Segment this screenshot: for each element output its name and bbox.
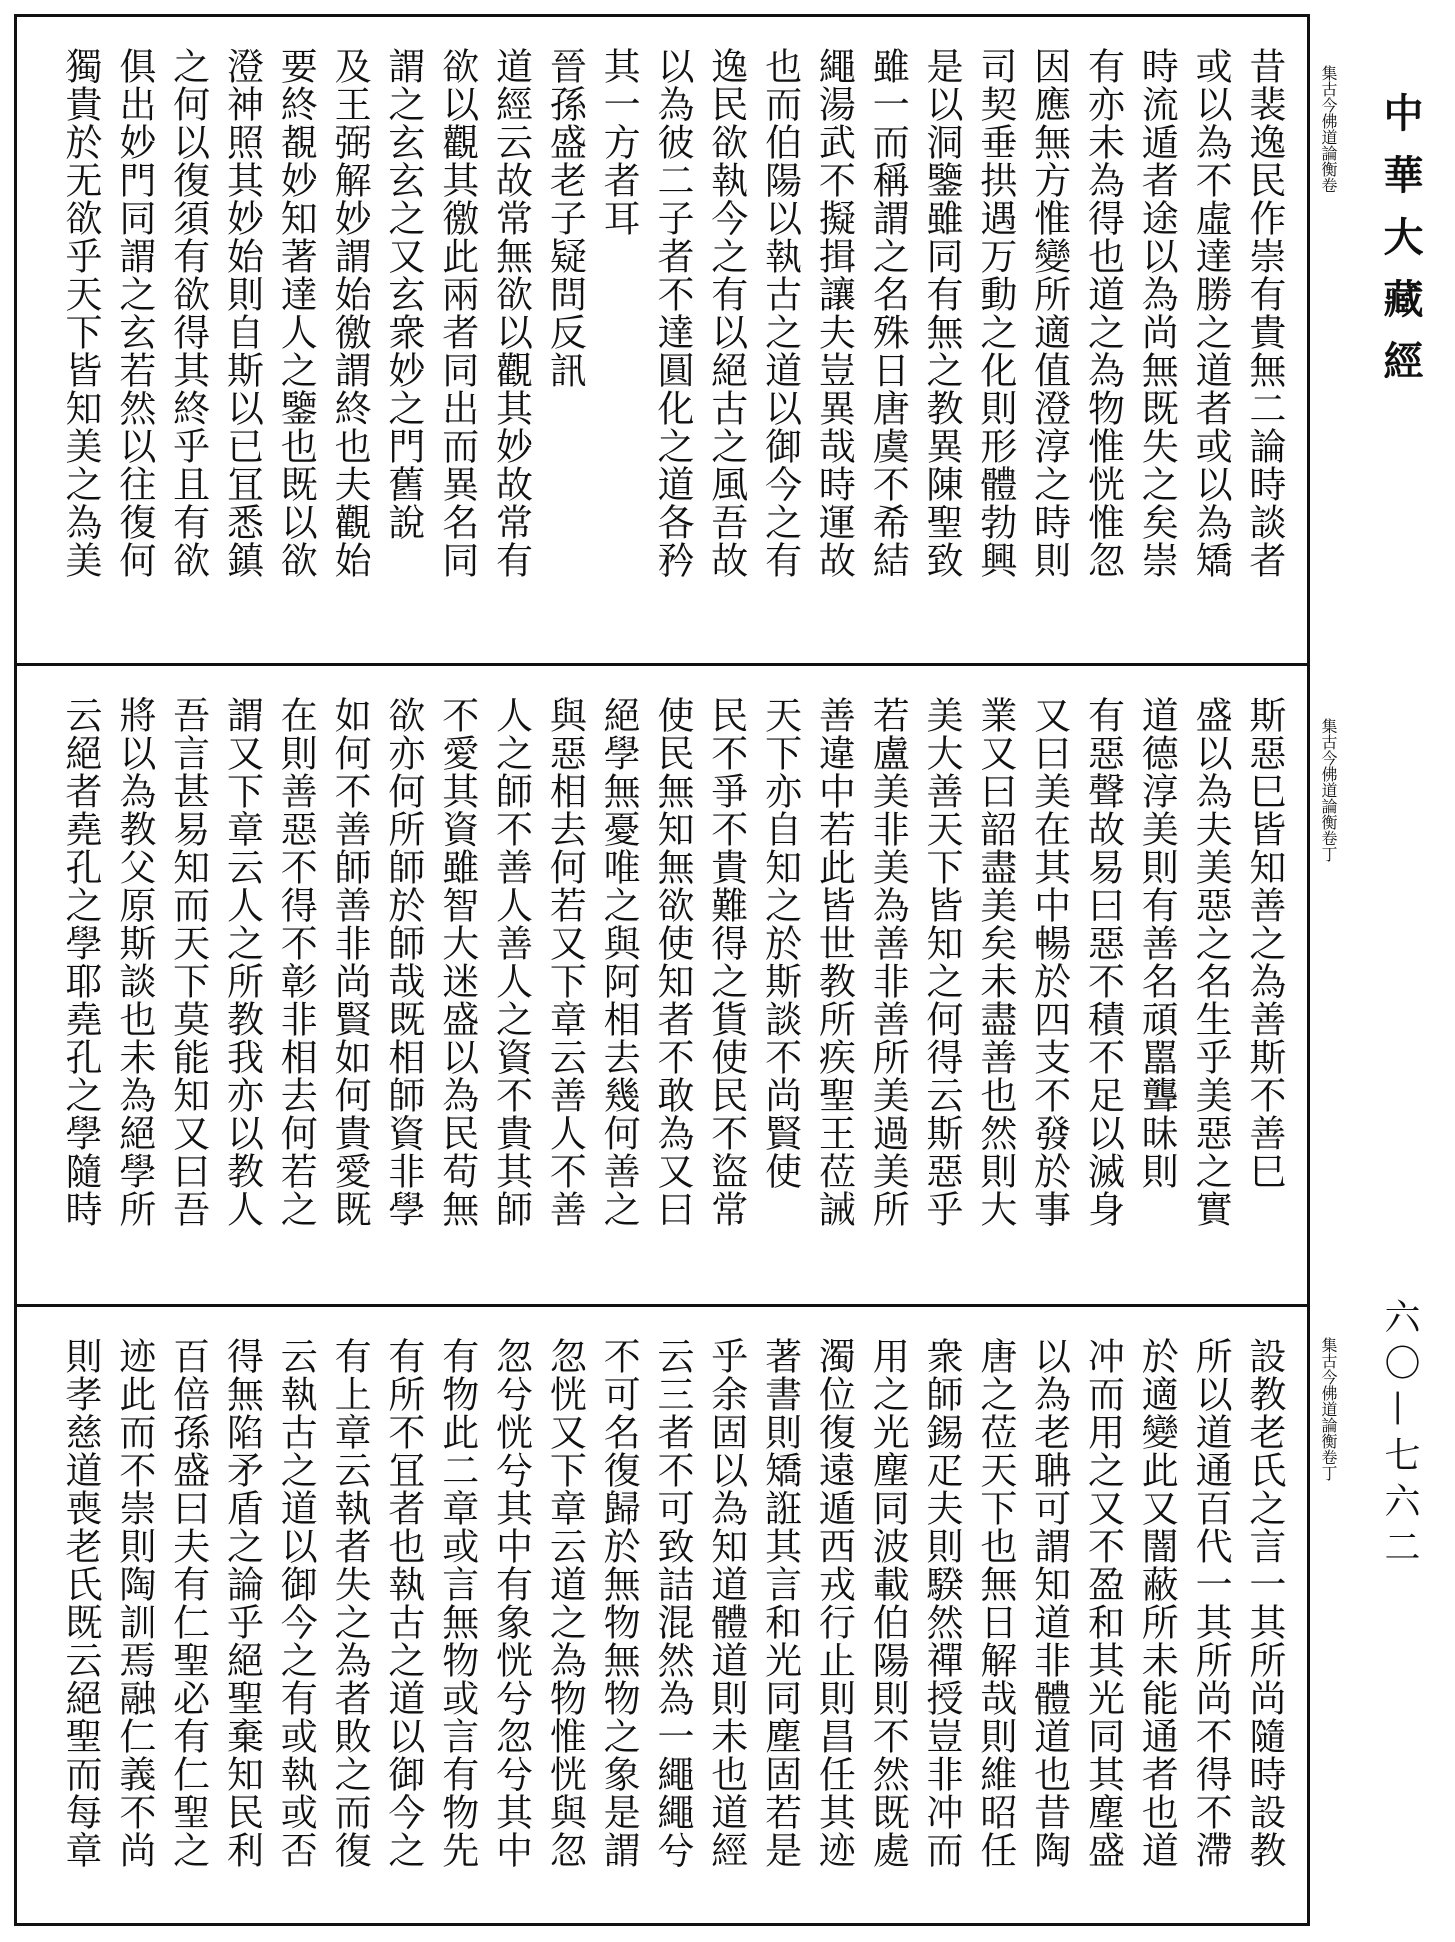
text-column: 以為彼二子者不達圓化之道各矜 [650,47,694,579]
text-column: 有上章云執者失之為者敗之而復 [328,1337,372,1869]
text-columns-top [55,47,1289,643]
text-column: 所以道通百代一其所尚不得不滯 [1189,1337,1233,1869]
text-column: 天下亦自知之於斯談不尚賢使 [758,696,802,1190]
margin-note-bottom: 集古今佛道論衡卷丁 [1319,1337,1338,1481]
text-column: 晉孫盛老子疑問反訊 [543,47,587,389]
text-column: 將以為教父原斯談也未為絕學所 [112,696,156,1228]
text-column: 冲而用之又不盈和其光同其塵盛 [1081,1337,1125,1869]
text-column: 人之師不善人善人之資不貴其師 [489,696,533,1228]
text-column: 要終覩妙知著達人之鑒也既以欲 [274,47,318,579]
text-column: 其一方者耳 [597,47,641,237]
text-column: 云三者不可致詰混然為一繩繩兮 [650,1337,694,1869]
text-column: 業又曰韶盡美矣未盡善也然則大 [973,696,1017,1228]
page-number: 六〇—七六二 [1379,1298,1420,1574]
text-column: 因應無方惟變所適值澄淳之時則 [1027,47,1071,579]
text-column: 之何以復須有欲得其終乎且有欲 [166,47,210,579]
text-column: 得無陷矛盾之論乎絕聖棄知民利 [220,1337,264,1869]
text-column: 唐之莅天下也無日解哉則維昭任 [973,1337,1017,1869]
text-column: 道德淳美則有善名頑嚚聾昧則 [1135,696,1179,1190]
text-column: 善違中若此皆世教所疾聖王莅誡 [812,696,856,1228]
text-column: 忽兮恍兮其中有象恍兮忽兮其中 [489,1337,533,1869]
text-column: 繩湯武不擬揖讓夫豈異哉時運故 [812,47,856,579]
text-column: 欲亦何所師於師哉既相師資非學 [381,696,425,1228]
text-column: 若盧美非美為善非善所美過美所 [866,696,910,1228]
text-column: 司契垂拱遇万動之化則形體勃興 [973,47,1017,579]
text-column: 是以洞鑒雖同有無之教異陳聖致 [920,47,963,579]
text-column: 乎余固以為知道體道則未也道經 [704,1337,748,1869]
text-column: 或以為不虛達勝之道者或以為矯 [1189,47,1233,579]
text-column: 云絕者堯孔之學耶堯孔之學隨時 [59,696,102,1228]
text-column: 衆師錫疋夫則騤然禪授豈非冲而 [920,1337,963,1869]
text-panel-top [17,17,1338,657]
text-panel-middle [17,663,1338,1298]
text-column: 澄神照其妙始則自斯以已冝悉鎮 [220,47,264,579]
text-column: 使民無知無欲使知者不敢為又曰 [650,696,694,1228]
text-column: 民不爭不貴難得之貨使民不盜常 [704,696,748,1228]
text-column: 著書則矯誑其言和光同塵固若是 [758,1337,802,1869]
text-column: 昔裴逸民作崇有貴無二論時談者 [1242,47,1286,579]
text-column: 絕學無憂唯之與阿相去幾何善之 [597,696,641,1228]
text-column: 有所不冝者也執古之道以御今之 [381,1337,425,1869]
text-column: 逸民欲執今之有以絕古之風吾故 [704,47,748,579]
text-column: 時流遁者途以為尚無既失之矣崇 [1135,47,1179,579]
text-column: 則孝慈道喪老氏既云絕聖而每章 [59,1337,102,1869]
text-column: 俱出妙門同謂之玄若然以往復何 [112,47,156,579]
text-column: 百倍孫盛曰夫有仁聖必有仁聖之 [166,1337,210,1869]
collection-title: 中華大藏經 [1377,92,1424,402]
text-column: 謂又下章云人之所教我亦以教人 [220,696,264,1228]
margin-note-middle: 集古今佛道論衡卷丁 [1319,718,1338,862]
text-columns-middle [55,696,1289,1284]
scripture-page-frame [14,14,1338,1926]
text-column: 有物此二章或言無物或言有物先 [435,1337,479,1869]
text-column: 道經云故常無欲以觀其妙故常有 [489,47,533,579]
text-column: 謂之玄玄之又玄衆妙之門舊說 [381,47,425,541]
text-column: 濁位復遠遁西戎行止則昌任其迹 [812,1337,856,1869]
text-column: 吾言甚易知而天下莫能知又曰吾 [166,696,210,1228]
text-column: 如何不善師善非尚賢如何貴愛既 [328,696,372,1228]
text-column: 與惡相去何若又下章云善人不善 [543,696,587,1228]
text-columns-bottom [55,1337,1289,1909]
text-column: 有惡聲故易曰惡不積不足以滅身 [1081,696,1125,1228]
text-column: 雖一而稱謂之名殊日唐虞不希結 [866,47,910,579]
text-column: 盛以為夫美惡之名生乎美惡之實 [1189,696,1233,1228]
text-column: 用之光塵同波載伯陽則不然既處 [866,1337,910,1869]
text-column: 欲以觀其徼此兩者同出而異名同 [435,47,479,579]
margin-note-top: 集古今佛道論衡卷 [1319,65,1338,193]
text-column: 在則善惡不得不彰非相去何若之 [274,696,318,1228]
text-column: 迹此而不崇則陶訓焉融仁義不尚 [112,1337,156,1869]
text-column: 斯惡巳皆知善之為善斯不善巳 [1242,696,1286,1190]
text-column: 不可名復歸於無物無物之象是謂 [597,1337,641,1869]
text-column: 也而伯陽以執古之道以御今之有 [758,47,802,579]
text-column: 及王弼解妙謂始徼謂終也夫觀始 [328,47,372,579]
text-column: 忽恍又下章云道之為物惟恍與忽 [543,1337,587,1869]
text-column: 於適變此又闇蔽所未能通者也道 [1135,1337,1179,1869]
text-column: 獨貴於无欲乎天下皆知美之為美 [59,47,102,579]
text-column: 美大善天下皆知之何得云斯惡乎 [920,696,963,1228]
text-panel-bottom [17,1304,1338,1923]
text-column: 有亦未為得也道之為物惟恍惟忽 [1081,47,1125,579]
text-column: 云執古之道以御今之有或執或否 [274,1337,318,1869]
text-column: 設教老氏之言一其所尚隨時設教 [1242,1337,1286,1869]
text-column: 不愛其資雖智大迷盛以為民苟無 [435,696,479,1228]
text-column: 以為老聃可謂知道非體道也昔陶 [1027,1337,1071,1869]
text-column: 又曰美在其中暢於四支不發於事 [1027,696,1071,1228]
